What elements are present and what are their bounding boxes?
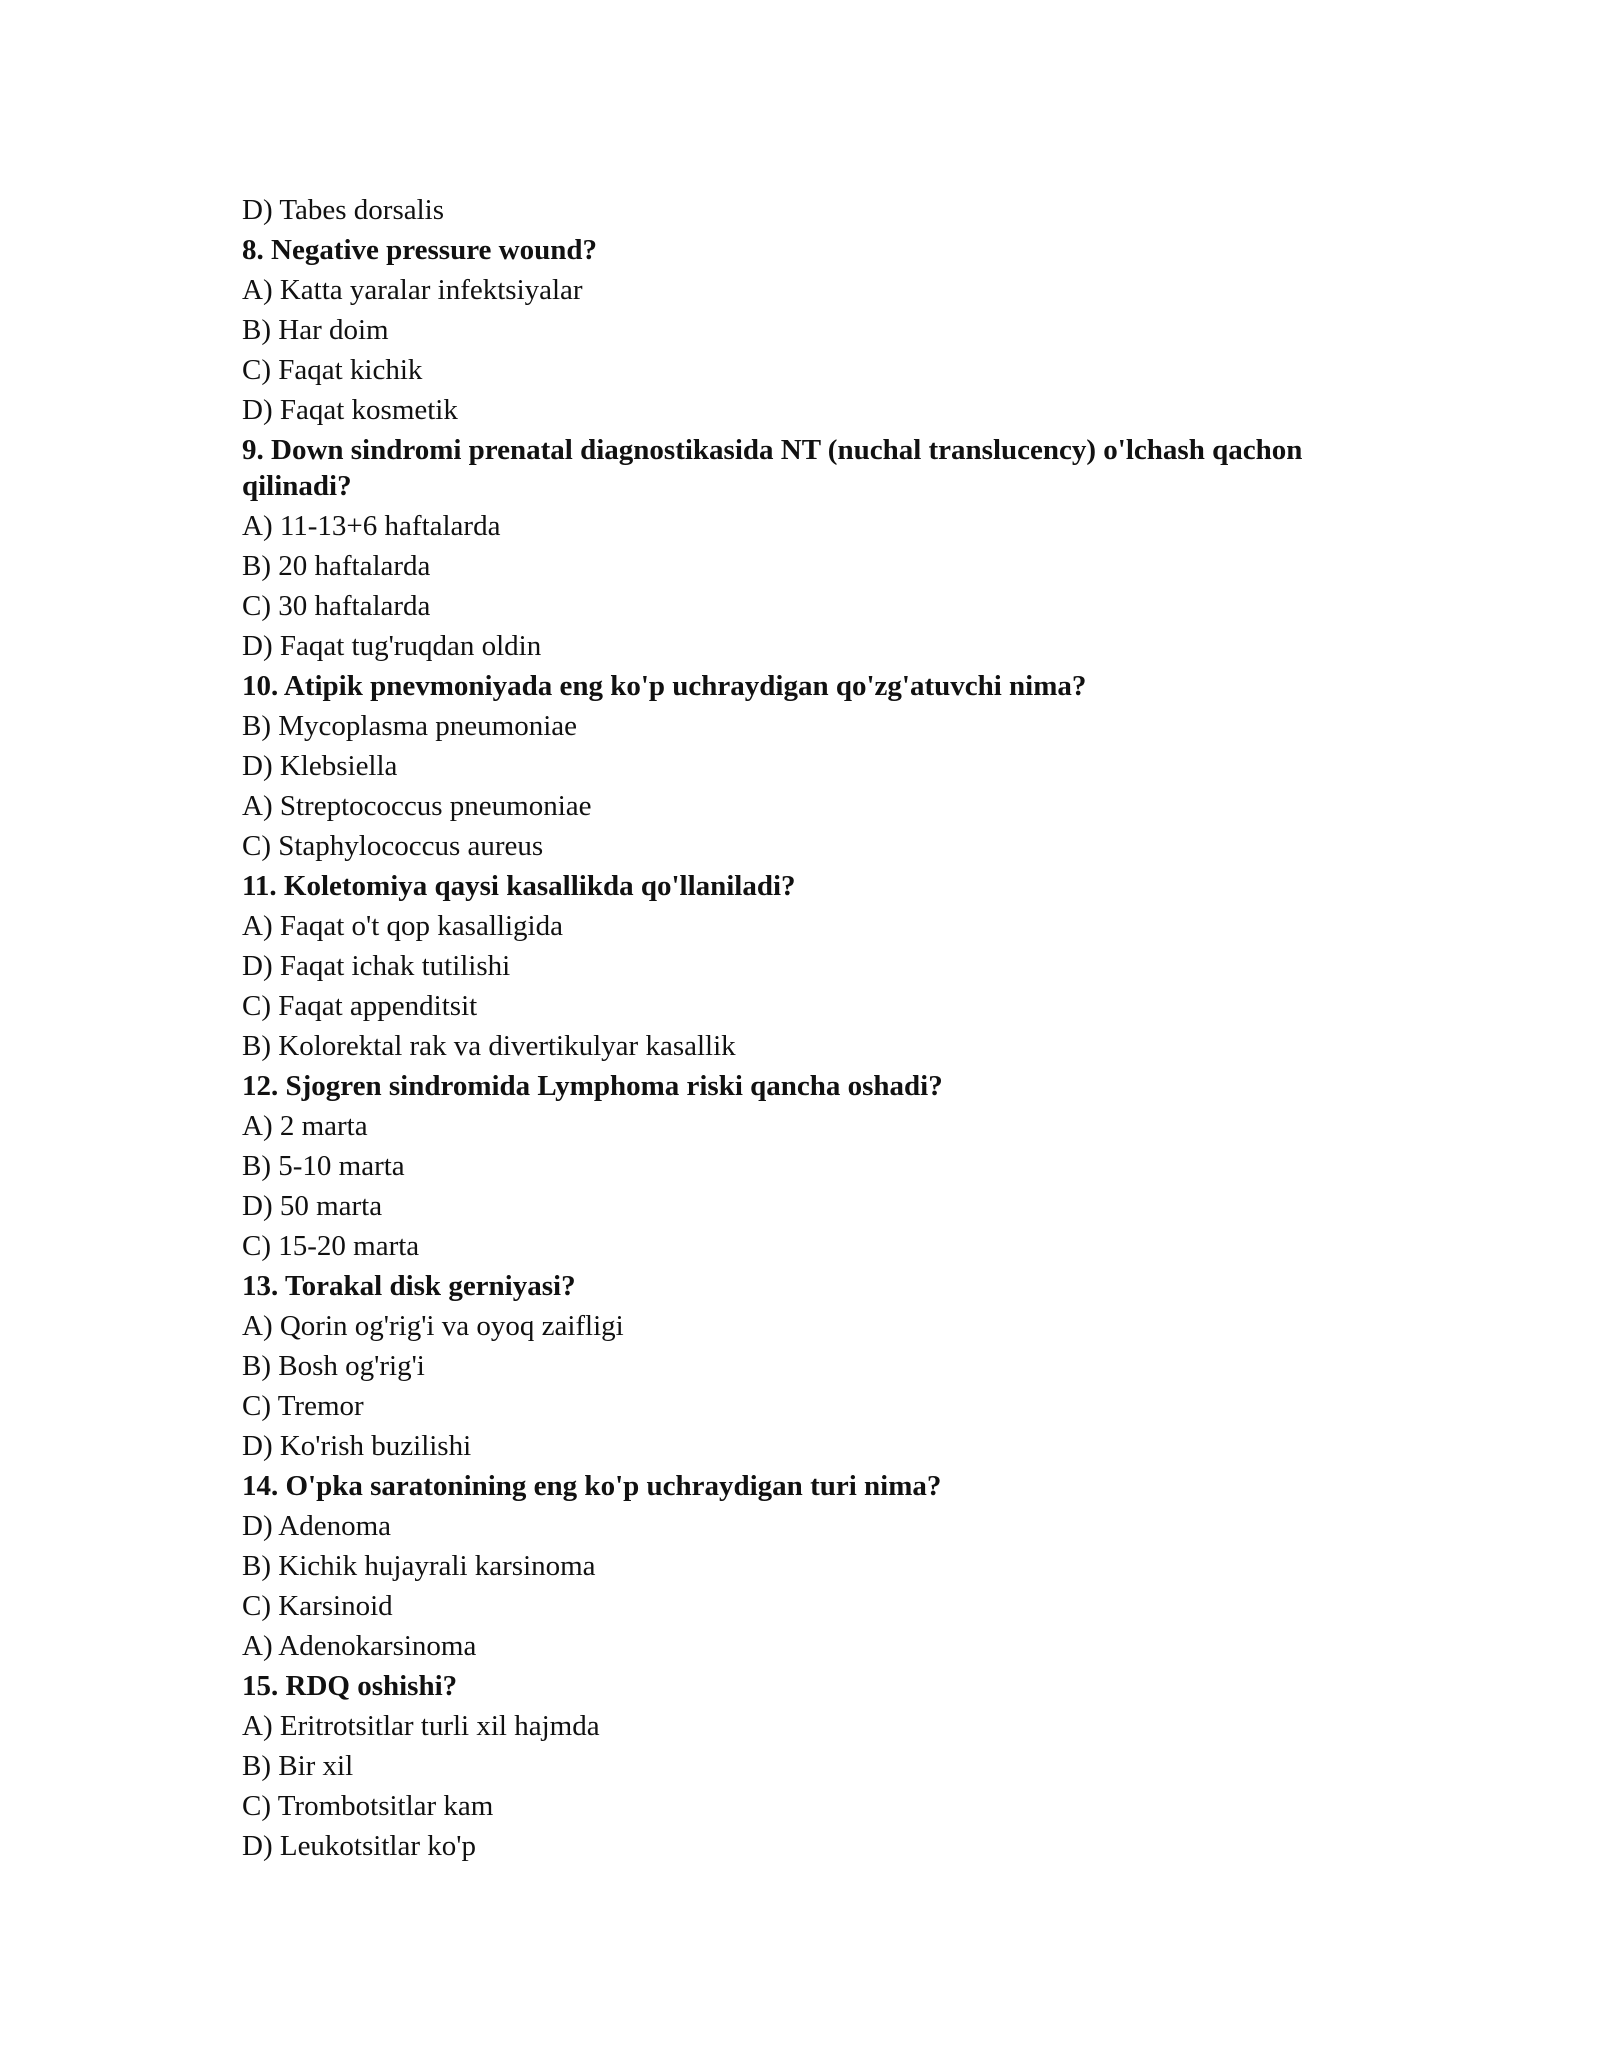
answer-option: B) Kolorektal rak va divertikulyar kasallik: [242, 1030, 736, 1062]
question-text: 14. O'pka saratonining eng ko'p uchraydigan turi nima?: [242, 1470, 942, 1502]
question-text: 9. Down sindromi prenatal diagnostikasida NT (nuchal translucency) o'lchash qachon qilinadi?: [242, 434, 1303, 502]
answer-option: A) Faqat o't qop kasalligida: [242, 910, 563, 942]
answer-option: C) 30 haftalarda: [242, 590, 431, 622]
answer-option: C) Trombotsitlar kam: [242, 1790, 494, 1822]
answer-option: B) Bosh og'rig'i: [242, 1350, 425, 1382]
question-text: 8. Negative pressure wound?: [242, 234, 597, 266]
answer-option: D) Adenoma: [242, 1510, 391, 1542]
answer-option: A) Adenokarsinoma: [242, 1630, 477, 1662]
answer-option: C) Staphylococcus aureus: [242, 830, 544, 862]
answer-option: A) 11-13+6 haftalarda: [242, 510, 501, 542]
answer-option: C) Faqat kichik: [242, 354, 423, 386]
answer-option: D) Faqat tug'ruqdan oldin: [242, 630, 542, 662]
answer-option: D) Leukotsitlar ko'p: [242, 1830, 476, 1862]
answer-option: B) 20 haftalarda: [242, 550, 431, 582]
answer-option: B) Kichik hujayrali karsinoma: [242, 1550, 596, 1582]
answer-option: D) Ko'rish buzilishi: [242, 1430, 472, 1462]
answer-option: D) Klebsiella: [242, 750, 398, 782]
answer-option: B) Bir xil: [242, 1750, 354, 1782]
question-text: 10. Atipik pnevmoniyada eng ko'p uchraydigan qo'zg'atuvchi nima?: [242, 670, 1087, 702]
answer-option: B) Har doim: [242, 314, 389, 346]
answer-option: A) Eritrotsitlar turli xil hajmda: [242, 1710, 600, 1742]
question-text: 12. Sjogren sindromida Lymphoma riski qancha oshadi?: [242, 1070, 943, 1102]
answer-option: C) 15-20 marta: [242, 1230, 420, 1262]
answer-option: A) 2 marta: [242, 1110, 368, 1142]
answer-option: D) Faqat kosmetik: [242, 394, 458, 426]
answer-option: A) Qorin og'rig'i va oyoq zaifligi: [242, 1310, 624, 1342]
question-text: 13. Torakal disk gerniyasi?: [242, 1270, 576, 1302]
answer-option: C) Tremor: [242, 1390, 364, 1422]
answer-option: B) Mycoplasma pneumoniae: [242, 710, 578, 742]
answer-option: B) 5-10 marta: [242, 1150, 405, 1182]
answer-option: D) 50 marta: [242, 1190, 383, 1222]
question-text: 15. RDQ oshishi?: [242, 1670, 458, 1702]
question-text: 11. Koletomiya qaysi kasallikda qo'llaniladi?: [242, 870, 796, 902]
answer-option: D) Tabes dorsalis: [242, 194, 445, 226]
answer-option: D) Faqat ichak tutilishi: [242, 950, 511, 982]
answer-option: C) Faqat appenditsit: [242, 990, 478, 1022]
answer-option: A) Streptococcus pneumoniae: [242, 790, 592, 822]
answer-option: C) Karsinoid: [242, 1590, 393, 1622]
answer-option: A) Katta yaralar infektsiyalar: [242, 274, 583, 306]
quiz-content: [242, 190, 1402, 1866]
